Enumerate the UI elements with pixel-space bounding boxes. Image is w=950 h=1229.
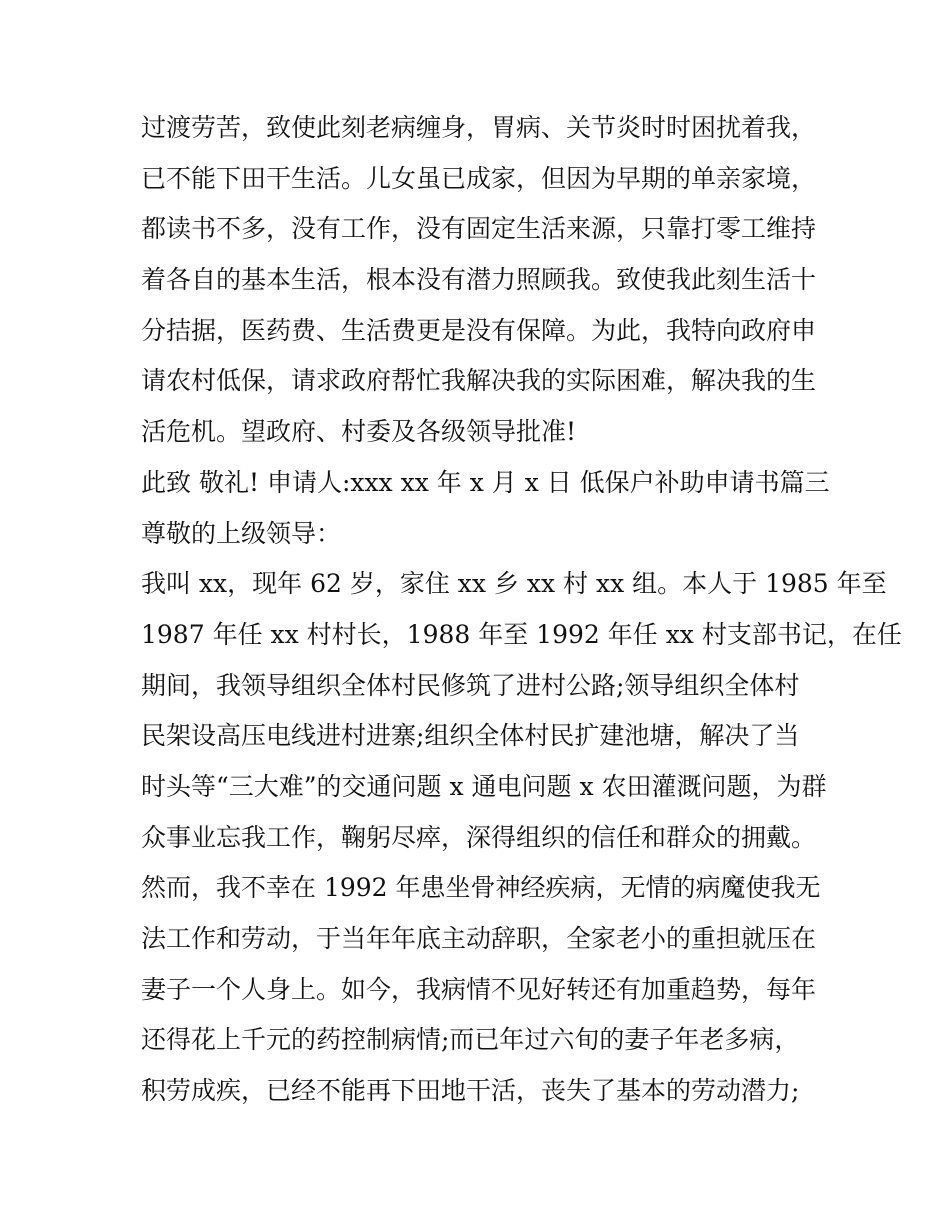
text-line-13: 民架设高压电线进村进寨;组织全体村民扩建池塘，解决了当 [141,721,800,751]
text-line-5: 分拮据，医药费、生活费更是没有保障。为此，我特向政府申 [141,315,817,345]
text-line-19: 还得花上千元的药控制病情;而已年过六旬的妻子年老多病， [141,1025,800,1055]
text-line-16: 然而，我不幸在 1992 年患坐骨神经疾病，无情的病魔使我无 [141,873,821,903]
text-line-7: 活危机。望政府、村委及各级领导批准! [141,417,577,447]
text-line-4: 着各自的基本生活，根本没有潜力照顾我。致使我此刻生活十 [141,265,817,295]
text-line-17: 法工作和劳动，于当年年底主动辞职，全家老小的重担就压在 [141,924,817,953]
text-line-12: 期间，我领导组织全体村民修筑了进村公路;领导组织全体村 [141,670,800,700]
text-line-8: 此致 敬礼! 申请人:xxx xx 年 x 月 x 日 低保户补助申请书篇三 [141,467,830,497]
text-line-18: 妻子一个人身上。如今，我病情不见好转还有加重趋势，每年 [141,974,817,1004]
text-line-2: 已不能下田干生活。儿女虽已成家，但因为早期的单亲家境， [141,163,817,193]
text-line-1: 过渡劳苦，致使此刻老病缠身，胃病、关节炎时时困扰着我， [141,113,817,142]
text-line-15: 众事业忘我工作，鞠躬尽瘁，深得组织的信任和群众的拥戴。 [141,822,817,852]
document-body [141,103,902,1117]
text-line-11: 1987 年任 xx 村村长，1988 年至 1992 年任 xx 村支部书记，在任 [141,619,902,649]
text-line-9: 尊敬的上级领导： [141,518,342,548]
text-line-6: 请农村低保，请求政府帮忙我解决我的实际困难，解决我的生 [141,366,817,396]
text-line-14: 时头等“三大难”的交通问题 x 通电问题 x 农田灌溉问题，为群 [141,771,827,801]
text-line-20: 积劳成疾，已经不能再下田地干活，丧失了基本的劳动潜力; [141,1076,800,1106]
text-line-10: 我叫 xx，现年 62 岁，家住 xx 乡 xx 村 xx 组。本人于 1985 年至 [141,569,887,599]
text-line-3: 都读书不多，没有工作，没有固定生活来源，只靠打零工维持 [141,214,817,244]
